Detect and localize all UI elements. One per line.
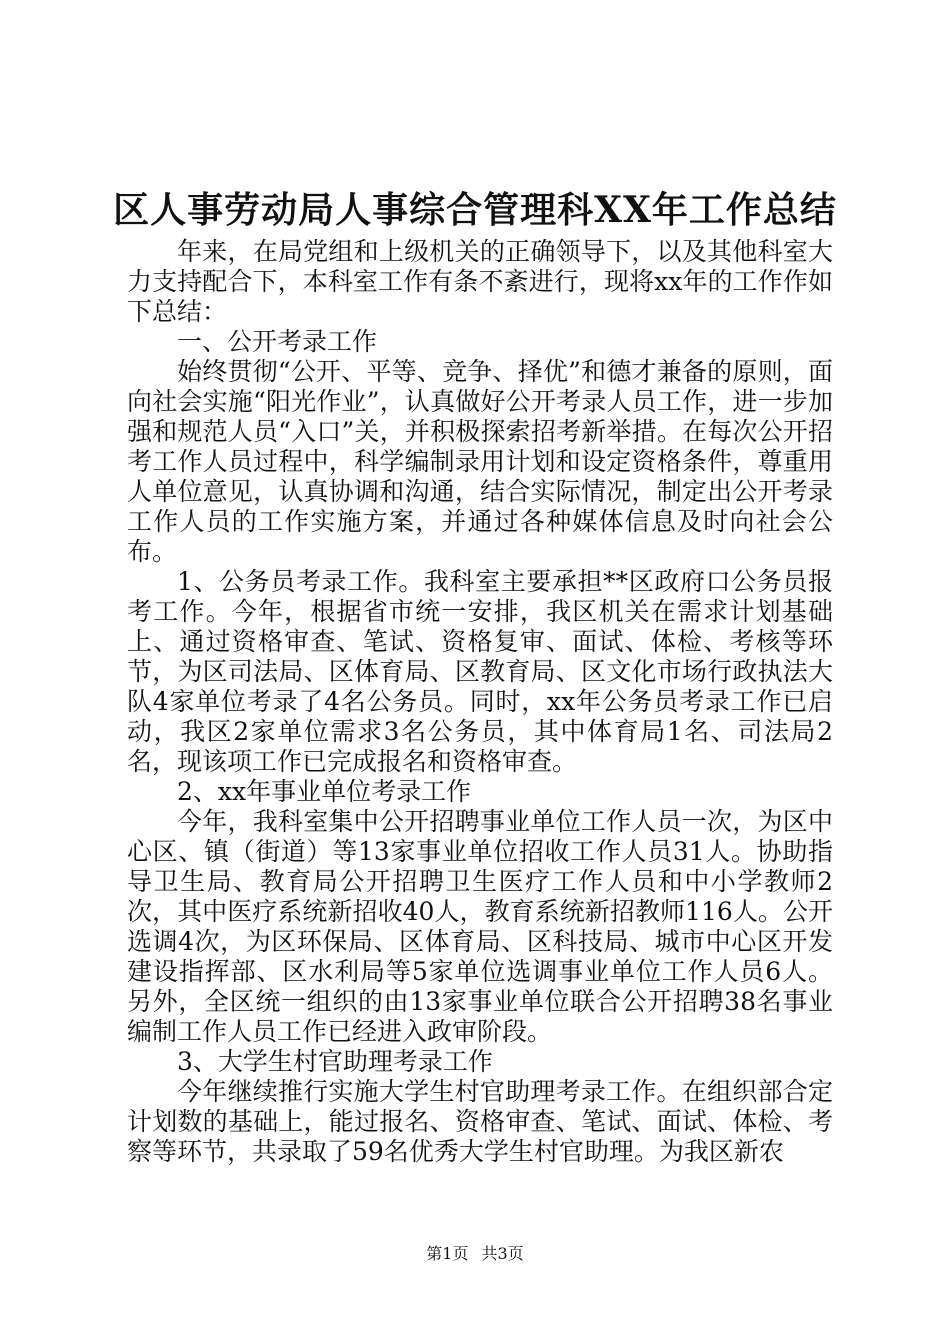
intro-paragraph: 年来，在局党组和上级机关的正确领导下，以及其他科室大力支持配合下，本科室工作有条不紊进行，现将xx年的工作作如下总结： [127,237,833,326]
subsection-heading: 3、大学生村官助理考录工作 [177,1047,493,1076]
subsection-heading: 2、xx年事业单位考录工作 [177,777,472,806]
section-heading: 一、公开考录工作 [177,327,378,356]
page-total: 共3页 [481,1244,524,1263]
document-title: 区人事劳动局人事综合管理科XX年工作总结 [113,189,837,231]
body-paragraph: 1、公务员考录工作。我科室主要承担**区政府口公务员报考工作。今年，根据省市统一安排，我区机关在需求计划基础上、通过资格审查、笔试、资格复审、面试、体检、考核等环节，为区司法局、区体育局、区教育局、区文化市场行政执法大队4家单位考录了4名公务员。同时，xx年公务员考录工作已启动，我区2家单位需求3名公务员，其中体育局1名、司法局2名，现该项工作已完成报名和资格审查。 [127,567,833,776]
body-paragraph: 今年，我科室集中公开招聘事业单位工作人员一次，为区中心区、镇（街道）等13家事业单位招收工作人员31人。协助指导卫生局、教育局公开招聘卫生医疗工作人员和中小学教师2次，其中医疗系统新招收40人，教育系统新招教师116人。公开选调4次，为区环保局、区体育局、区科技局、城市中心区开发建设指挥部、区水利局等5家单位选调事业单位工作人员6人。另外，全区统一组织的由13家事业单位联合公开招聘38名事业编制工作人员工作已经进入政审阶段。 [127,807,833,1046]
body-paragraph: 始终贯彻“公开、平等、竞争、择优”和德才兼备的原则，面向社会实施“阳光作业”，认真做好公开考录人员工作，进一步加强和规范人员“入口”关，并积极探索招考新举措。在每次公开招考工作人员过程中，科学编制录用计划和设定资格条件，尊重用人单位意见，认真协调和沟通，结合实际情况，制定出公开考录工作人员的工作实施方案，并通过各种媒体信息及时向社会公布。 [127,357,833,566]
page-footer [0,1244,950,1264]
page-number: 第1页 [426,1244,469,1263]
body-paragraph: 今年继续推行实施大学生村官助理考录工作。在组织部合定计划数的基础上，能过报名、资格审查、笔试、面试、体检、考察等环节，共录取了59名优秀大学生村官助理。为我区新农 [127,1077,833,1166]
document-body [127,237,833,1167]
